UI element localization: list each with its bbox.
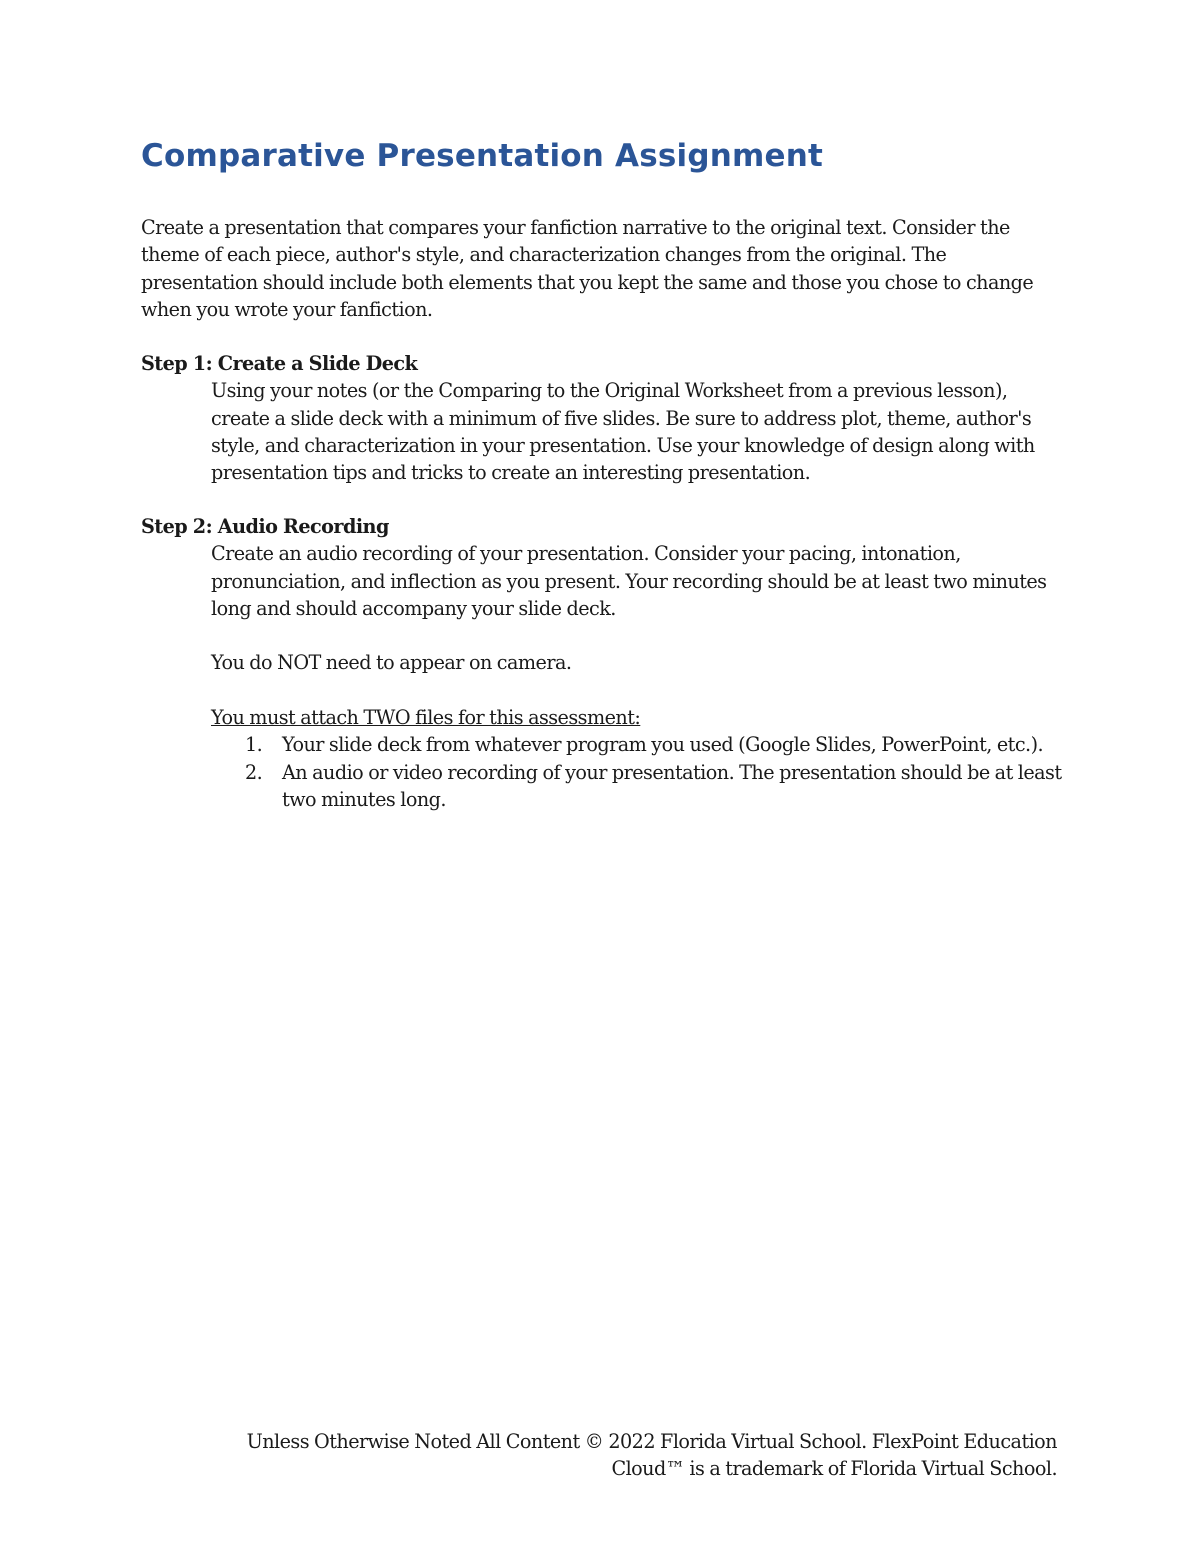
list-item: [211, 759, 1066, 814]
spacer: [211, 622, 1066, 649]
step-1-heading: Step 1: Create a Slide Deck: [141, 352, 418, 375]
spacer: [211, 677, 1066, 704]
attach-files-note: You must attach TWO files for this assessment:: [211, 706, 641, 730]
step-1-section: [141, 350, 1071, 486]
intro-paragraph: Create a presentation that compares your fanfiction narrative to the original text. Consider the theme of each piece, author's style, and characterization changes from the original. The presentation should include both elements that you kept the same and those you chose to change when you wrote your fanfiction.: [141, 216, 1034, 321]
list-item-number: 1.: [245, 733, 263, 757]
step-1-paragraph: Using your notes (or the Comparing to the Original Worksheet from a previous lesson), create a slide deck with a minimum of five slides. Be sure to address plot, theme, author's style, and characterization in your presentation. Use your knowledge of design along with presentation tips and tricks to create an interesting presentation.: [211, 379, 1035, 485]
list-item-text: Your slide deck from whatever program you used (Google Slides, PowerPoint, etc.).: [282, 733, 1044, 757]
copyright-footer: [197, 1428, 1057, 1483]
list-item: [211, 731, 1066, 758]
camera-note: You do NOT need to appear on camera.: [211, 651, 572, 675]
page-title: Comparative Presentation Assignment: [141, 138, 824, 174]
step-2-body: [211, 540, 1066, 813]
footer-line-1: Unless Otherwise Noted All Content © 2022 Florida Virtual School. FlexPoint Education: [246, 1430, 1057, 1453]
footer-line-2: Cloud™ is a trademark of Florida Virtual School.: [611, 1457, 1057, 1481]
step-1-body: [211, 377, 1066, 486]
list-item-number: 2.: [245, 760, 263, 784]
step-2-paragraph: Create an audio recording of your presentation. Consider your pacing, intonation, pronunciation, and inflection as you present. Your recording should be at least two minutes long and should accompany your slide deck.: [211, 542, 1047, 620]
attachment-list: [211, 731, 1066, 813]
step-2-heading: Step 2: Audio Recording: [141, 515, 389, 538]
list-item-text: An audio or video recording of your presentation. The presentation should be at least two minutes long.: [282, 760, 1062, 811]
step-2-section: [141, 513, 1071, 813]
